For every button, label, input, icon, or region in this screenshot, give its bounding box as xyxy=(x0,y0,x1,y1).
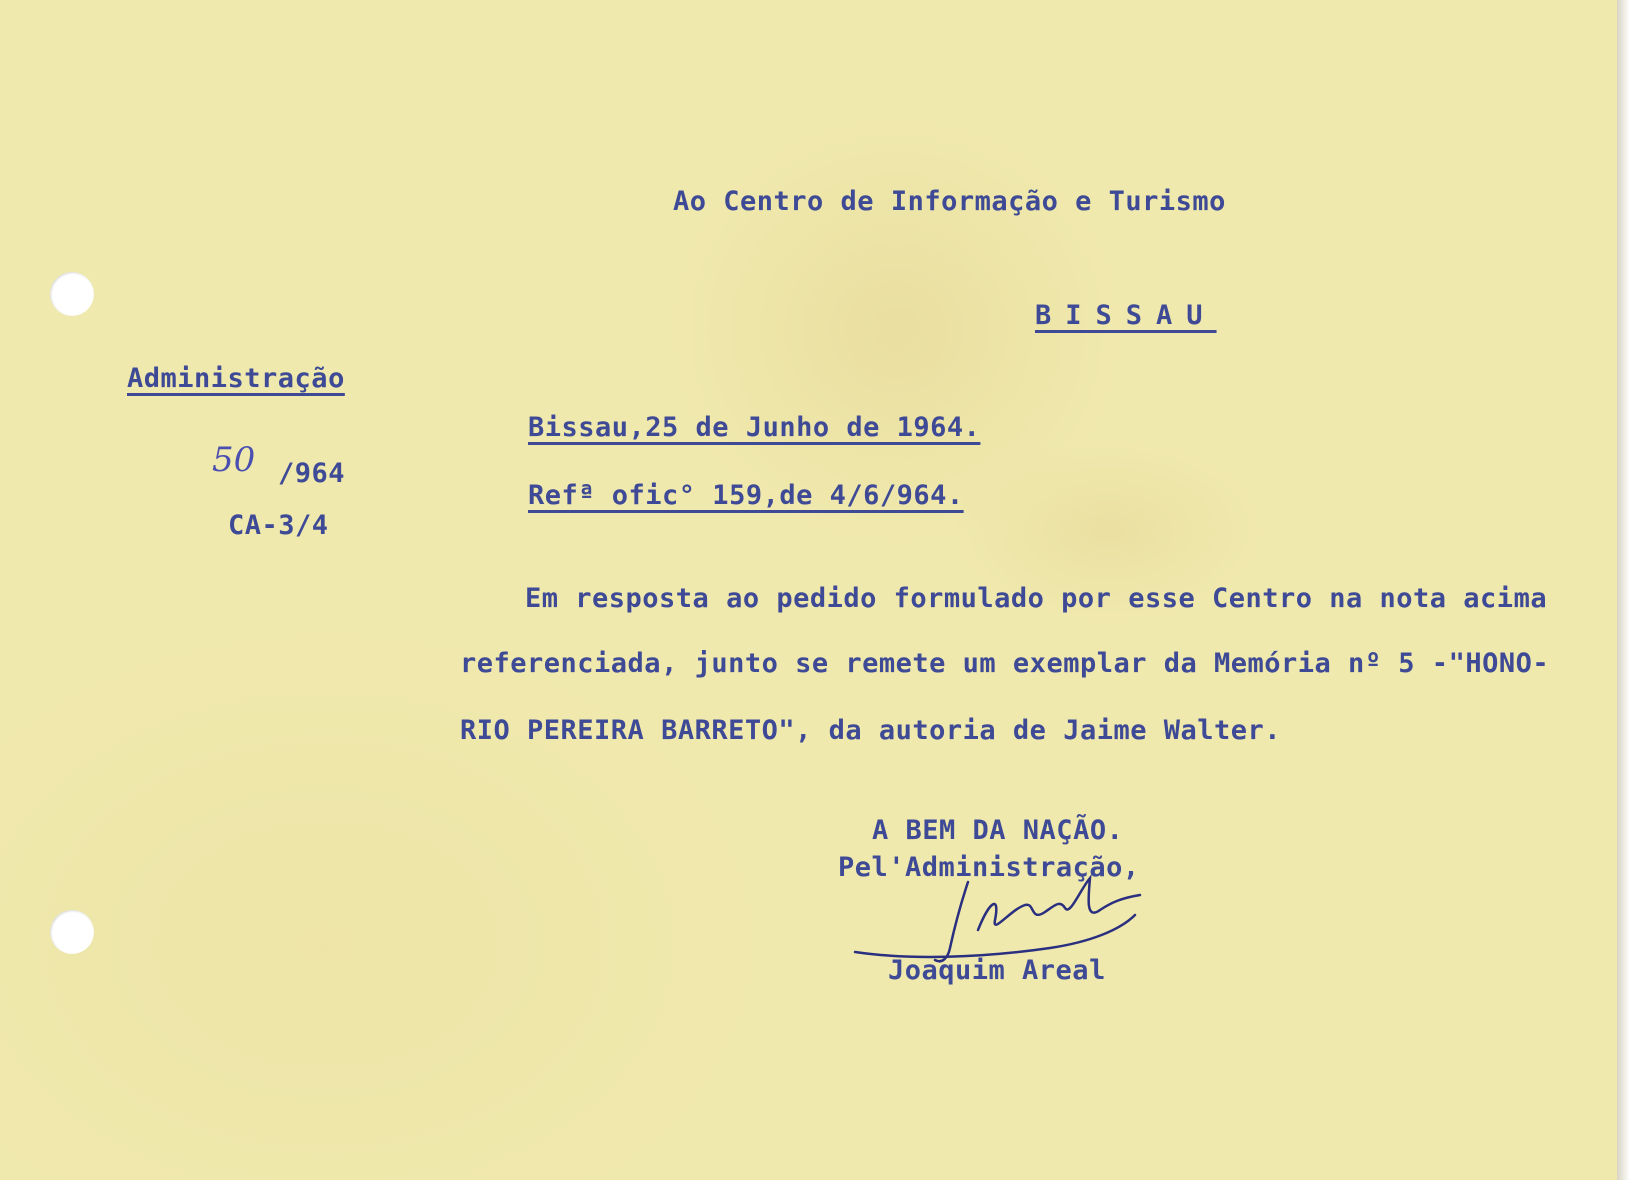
closing-on-behalf: Pel'Administração, xyxy=(838,852,1140,883)
recipient-line: Ao Centro de Informação e Turismo xyxy=(673,186,1226,217)
punch-hole-top xyxy=(50,272,94,316)
body-line-2: referenciada, junto se remete um exemplar da Memória nº 5 -"HONO- xyxy=(460,648,1550,679)
body-line-1: Em resposta ao pedido formulado por esse Centro na nota acima xyxy=(525,583,1548,614)
signature-mark xyxy=(850,860,1170,990)
body-line-3: RIO PEREIRA BARRETO", da autoria de Jaime Walter. xyxy=(460,715,1282,746)
recipient-city: BISSAU xyxy=(1035,300,1217,331)
dateline-date: Bissau,25 de Junho de 1964. xyxy=(528,412,981,443)
number-year: /964 xyxy=(278,458,346,489)
file-code: CA-3/4 xyxy=(228,510,329,541)
sender-department: Administração xyxy=(127,363,345,394)
punch-hole-bottom xyxy=(50,910,94,954)
handwritten-number: 50 xyxy=(212,440,256,480)
signatory-name: Joaquim Areal xyxy=(888,955,1106,986)
closing-salutation: A BEM DA NAÇÃO. xyxy=(872,815,1124,846)
dateline-reference: Refª ofic° 159,de 4/6/964. xyxy=(528,480,964,511)
paper-edge xyxy=(1617,0,1630,1180)
